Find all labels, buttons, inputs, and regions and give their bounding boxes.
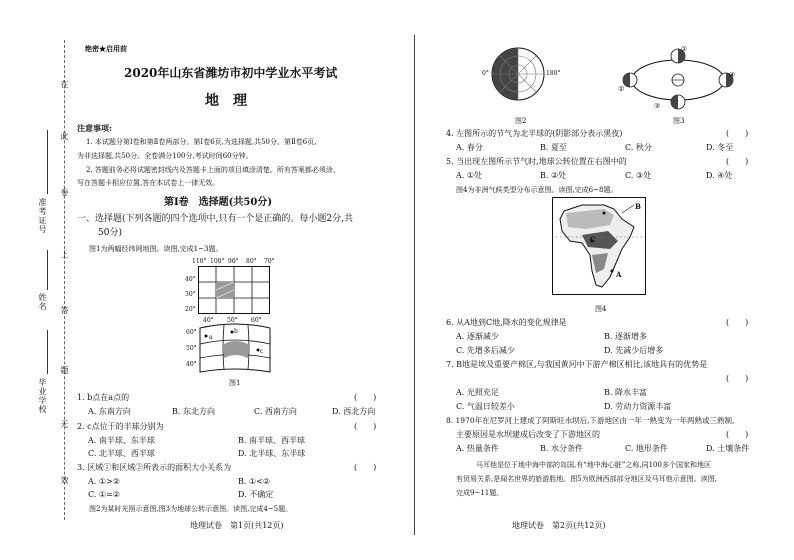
q2-answer-paren[interactable]: ( ) <box>354 422 377 431</box>
grid-side-label: 40° <box>185 276 196 283</box>
q7-answer-paren[interactable]: ( ) <box>726 374 749 383</box>
q3-option-a[interactable]: A. ①>② <box>88 477 120 486</box>
grid2-top-label: 50° <box>227 317 238 324</box>
page1-footer: 地理试卷 第1页(共12页) <box>190 521 284 530</box>
q6-option-d[interactable]: D. 先减少后增多 <box>604 346 664 355</box>
q5-answer-paren[interactable]: ( ) <box>726 157 749 166</box>
subject-title: 地 理 <box>205 93 247 109</box>
q8-stem-line2: 主要原因是水坝建成后改变了下游地区的 <box>456 430 600 439</box>
passage-line1: 马耳他是位于地中海中部的岛国,有“地中海心脏”之称,同100多个国家和地区 <box>476 461 711 469</box>
q8-stem-line1: 8. 1970年在尼罗河上建成了阿斯旺水坝后,下游地区由一年一熟变为一年两熟或三熟制, <box>446 416 735 425</box>
grid2-point-c: c <box>260 348 264 355</box>
page2-footer: 地理试卷 第2页(共12页) <box>512 521 606 530</box>
note1-line1: 1. 本试题分第Ⅰ卷和第Ⅱ卷两部分。第Ⅰ卷6页,为选择题,共50分。第Ⅱ卷6页, <box>86 138 317 146</box>
q6-option-b[interactable]: B. 逐渐增多 <box>604 332 647 341</box>
map-point-a: A <box>616 270 622 279</box>
map-point-b: B <box>635 202 641 211</box>
q3-answer-paren[interactable]: ( ) <box>354 463 377 472</box>
grid-top-label: 70° <box>264 258 275 265</box>
q8-answer-paren[interactable]: ( ) <box>726 430 749 439</box>
grid2-side-label: 40° <box>186 361 197 368</box>
q2-option-a[interactable]: A. 南半球、东半球 <box>88 436 155 445</box>
q5-option-b[interactable]: B. ②处 <box>540 171 567 180</box>
name-field[interactable] <box>47 250 48 290</box>
africa-climate-map <box>552 197 646 295</box>
binding-char: 卷 <box>60 188 69 197</box>
illumination-globe <box>490 44 546 104</box>
q4-option-a[interactable]: A. 春分 <box>456 143 483 152</box>
q5-option-a[interactable]: A. ①处 <box>456 171 483 180</box>
note2-line2: 写在答题卡相应位置,答在本试卷上一律无效。 <box>77 179 220 187</box>
grid-top-label: 90° <box>228 258 239 265</box>
q2-option-d[interactable]: D. 北半球、东半球 <box>238 449 306 458</box>
note1-line2: 为非选择题,共50分。全卷满分100分,考试时间60分钟。 <box>77 152 253 160</box>
q1-option-a[interactable]: A. 东南方向 <box>88 407 131 416</box>
q5-option-d[interactable]: D. ④处 <box>706 171 733 180</box>
fig2-label-0: 0° <box>482 70 489 77</box>
fig1-caption: 图1 <box>229 379 241 387</box>
notes-heading: 注意事项: <box>77 123 112 133</box>
student-id-field[interactable] <box>47 130 48 194</box>
grid-map-1 <box>198 266 270 314</box>
q2-option-c[interactable]: C. 北半球、西半球 <box>88 449 155 458</box>
grid2-side-label: 50° <box>186 345 197 352</box>
orbit-position-3: ③ <box>654 102 661 110</box>
q4-stem: 4. 左图所示的节气为北半球的(阴影部分表示黑夜) <box>446 129 623 138</box>
q3-option-b[interactable]: B. ①<② <box>238 477 271 486</box>
fig23-intro: 图2为某时光照示意图,图3为地球公转示意图。读图,完成4~5题。 <box>89 505 293 513</box>
grid-side-label: 30° <box>185 291 196 298</box>
q4-answer-paren[interactable]: ( ) <box>726 129 749 138</box>
q8-option-b[interactable]: B. 水分条件 <box>540 444 583 453</box>
binding-char: 无 <box>60 420 69 429</box>
secret-label: 绝密★启用前 <box>85 44 127 53</box>
grid2-top-label: 40° <box>203 317 214 324</box>
q4-option-c[interactable]: C. 秋分 <box>625 143 652 152</box>
orbit-position-2: ② <box>618 85 625 93</box>
binding-char: 上 <box>60 250 69 259</box>
q1-option-b[interactable]: B. 东北方向 <box>172 407 215 416</box>
binding-char: 答 <box>60 306 69 315</box>
q8-option-a[interactable]: A. 热量条件 <box>456 444 499 453</box>
grid-top-label: 100° <box>210 258 225 265</box>
q6-option-a[interactable]: A. 逐渐减少 <box>456 332 499 341</box>
q3-option-c[interactable]: C. ①=② <box>88 490 120 499</box>
q1-answer-paren[interactable]: ( ) <box>354 393 377 402</box>
grid2-top-label: 60° <box>251 317 262 324</box>
map-point-c: C <box>590 235 596 244</box>
binding-char: 效 <box>60 476 69 485</box>
part1-title: 第Ⅰ卷 选择题(共50分) <box>164 197 273 208</box>
q8-option-d[interactable]: D. 土壤条件 <box>706 444 750 453</box>
school-label: 毕业学校 <box>38 378 47 414</box>
note2-line1: 2. 答题前务必将试题密封线内及答题卡上面的项目填涂清楚。所有答案都必须涂、 <box>86 166 340 174</box>
orbit-position-1: ① <box>681 45 688 53</box>
orbit-diagram <box>620 44 736 110</box>
page-divider <box>414 35 415 535</box>
q1-option-d[interactable]: D. 西北方向 <box>332 407 376 416</box>
section1-line2: 50分) <box>98 228 122 238</box>
fig3-caption: 图3 <box>673 117 685 125</box>
fig4-intro: 图4为非洲气候类型分布示意图。读图,完成6~8题。 <box>456 186 618 194</box>
q6-option-c[interactable]: C. 先增多后减少 <box>456 346 515 355</box>
grid-top-label: 110° <box>192 258 207 265</box>
student-id-label: 准考证号 <box>38 198 47 234</box>
grid2-point-a: a <box>209 334 213 341</box>
q6-stem: 6. 从A地到C地,降水的变化规律是 <box>446 318 567 327</box>
binding-char: 此 <box>60 132 69 141</box>
q7-option-b[interactable]: B. 降水丰富 <box>604 388 647 397</box>
q7-stem: 7. B地是埃及重要产棉区,与我国黄河中下游产棉区相比,该地具有的优势是 <box>446 360 708 369</box>
orbit-position-4: ④ <box>729 71 736 79</box>
binding-line <box>64 40 65 520</box>
q5-stem: 5. 当出现左图所示节气时,地球公转位置在右图中的 <box>446 157 627 166</box>
name-label: 姓名 <box>38 293 47 311</box>
binding-char: 题 <box>60 366 69 375</box>
passage-line2: 有贸易关系,是闻名世界的旅游胜地。图5为欧洲西部部分地区及马耳他示意图。读图, <box>456 475 717 483</box>
q6-answer-paren[interactable]: ( ) <box>726 318 749 327</box>
q7-option-d[interactable]: D. 劳动力资源丰富 <box>604 402 672 411</box>
q3-stem: 3. 区域①和区域②所表示的面积大小关系为 <box>77 463 232 472</box>
passage-line3: 完成9~11题。 <box>456 489 504 497</box>
fig1-intro: 图1为两幅经纬网地图。读图,完成1~3题。 <box>89 245 223 253</box>
q1-option-c[interactable]: C. 西南方向 <box>254 407 297 416</box>
fig2-label-180: 180° <box>546 70 561 77</box>
q2-option-b[interactable]: B. 南半球、西半球 <box>238 436 305 445</box>
q2-stem: 2. c点位于的半球分别为 <box>77 422 164 431</box>
grid-side-label: 20° <box>185 306 196 313</box>
q4-option-b[interactable]: B. 夏至 <box>540 143 567 152</box>
q8-option-c[interactable]: C. 地形条件 <box>625 444 668 453</box>
school-field[interactable] <box>47 330 48 374</box>
binding-char: 在 <box>60 80 69 89</box>
grid2-point-b: b <box>234 328 238 335</box>
q7-option-c[interactable]: C. 气温日较差小 <box>456 402 515 411</box>
exam-title: 2020年山东省潍坊市初中学业水平考试 <box>124 66 338 80</box>
q3-option-d[interactable]: D. 不确定 <box>238 490 274 499</box>
q7-option-a[interactable]: A. 光照充足 <box>456 388 499 397</box>
fig4-caption: 图4 <box>595 305 607 313</box>
fig2-caption: 图2 <box>515 117 527 125</box>
q4-option-d[interactable]: D. 冬至 <box>706 143 734 152</box>
q1-stem: 1. b点在a点的 <box>77 393 130 402</box>
section1-line1: 一、选择题(下列各题的四个选项中,只有一个是正确的。每小题2分,共 <box>77 214 353 224</box>
grid-top-label: 80° <box>246 258 257 265</box>
q5-option-c[interactable]: C. ③处 <box>625 171 652 180</box>
grid2-side-label: 60° <box>186 329 197 336</box>
